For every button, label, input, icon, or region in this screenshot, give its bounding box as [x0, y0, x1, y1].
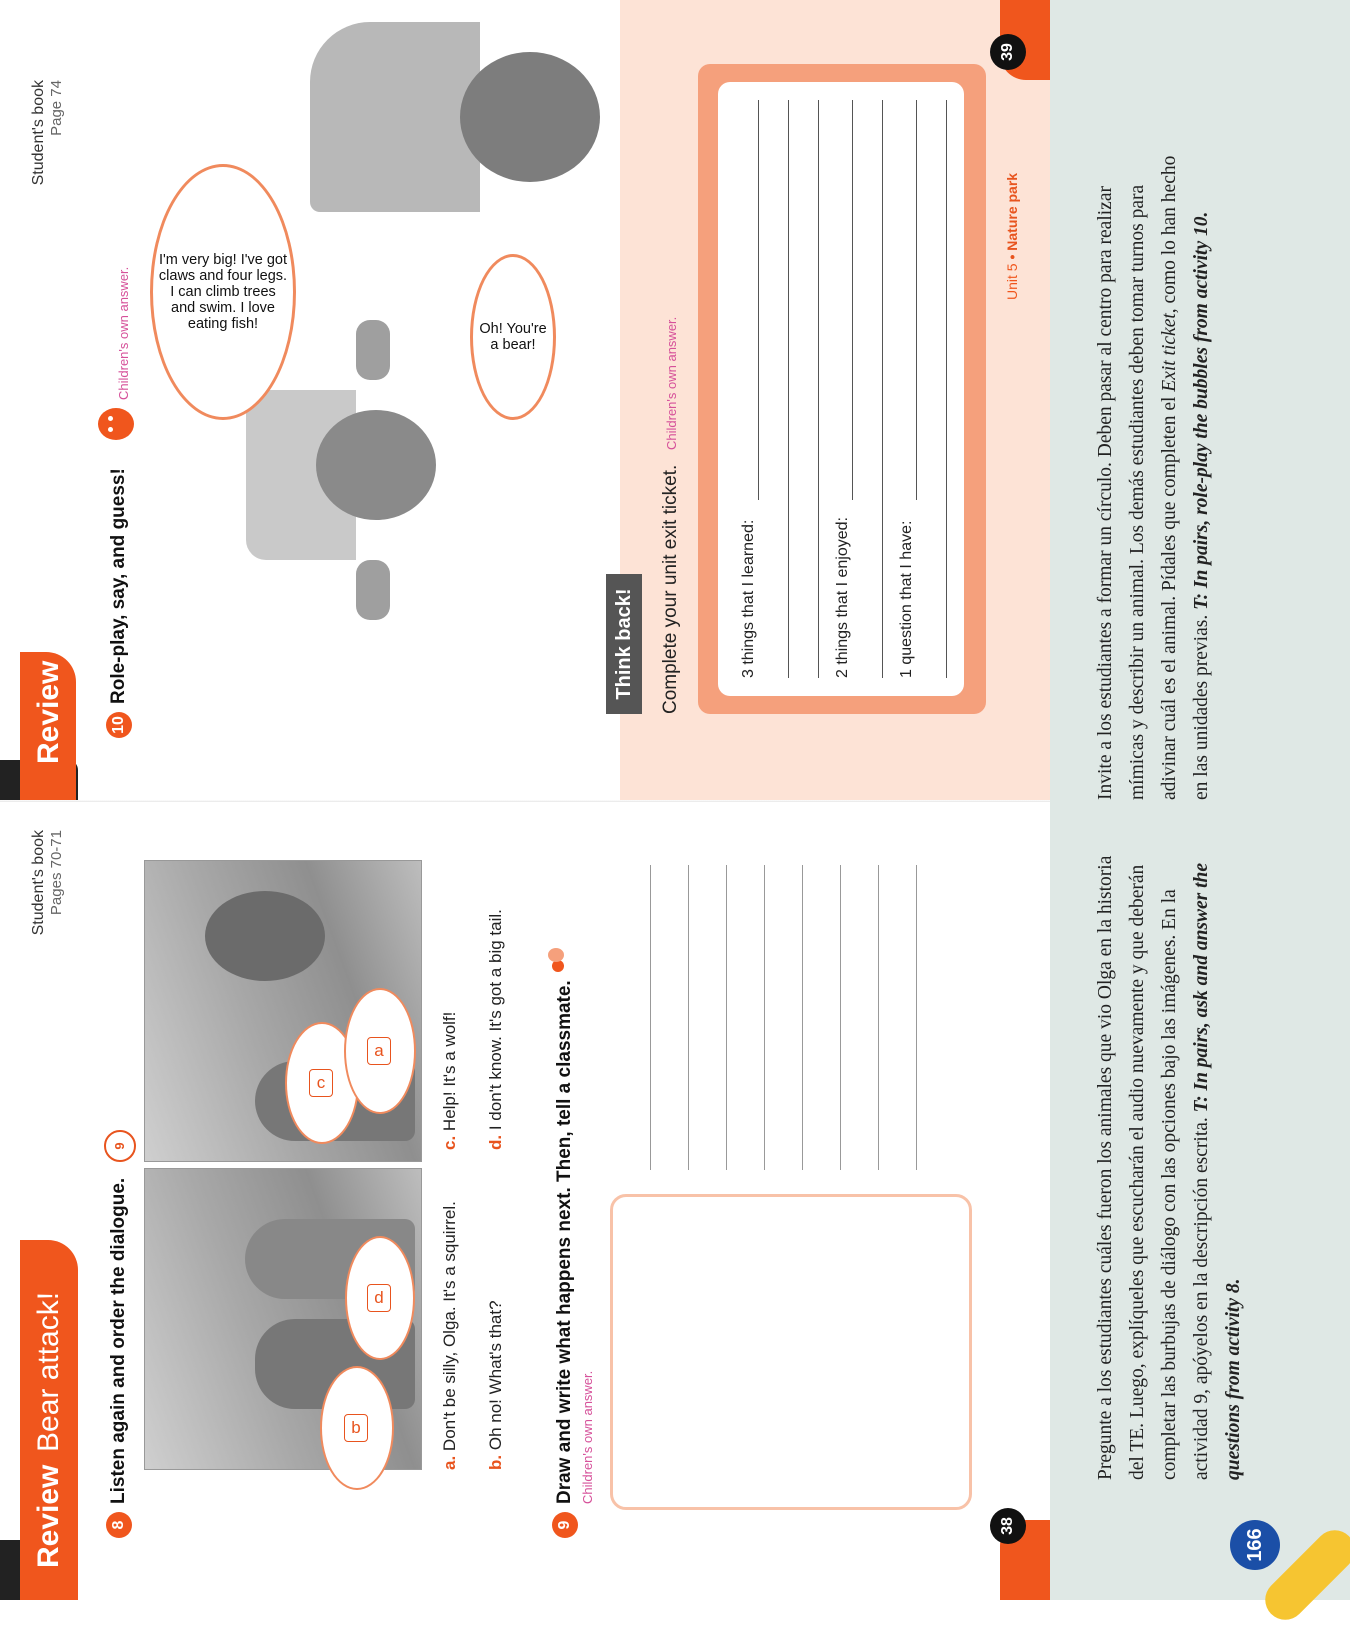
review-word: Review — [32, 660, 65, 764]
speech-bubble-boy — [150, 164, 296, 420]
girl-head — [460, 52, 600, 182]
activity-10-answer-note: Children's own answer. — [116, 266, 131, 400]
teacher-note-left — [1090, 840, 1250, 1480]
answer-box[interactable]: c — [309, 1069, 333, 1097]
ticket-line[interactable] — [758, 100, 759, 500]
activity-10-title: Role-play, say, and guess! — [108, 468, 129, 704]
option-c: c. Help! It's a wolf! — [440, 1011, 459, 1150]
exit-ticket-inner — [718, 82, 964, 696]
think-back-answer-note: Children's own answer. — [664, 316, 679, 450]
activity-8-title: Listen again and order the dialogue. — [108, 1177, 129, 1504]
squirrel-figure — [205, 891, 325, 981]
exit-ticket — [698, 64, 986, 714]
option-b: b. Oh no! What's that? — [486, 1300, 505, 1470]
student-book-pages: Pages 70-71 — [48, 830, 65, 916]
student-book-ref — [30, 830, 65, 1030]
page-number-38: 38 — [990, 1508, 1026, 1544]
drawing-area[interactable] — [610, 1194, 972, 1510]
teacher-note-left-text: Pregunte a los estudiantes cuáles fueron los animales que vio Olga en la historia del TE. Luego, explíqueles que escucharán el audio nuevamente y que deberán completar las burbujas de diálogo con las opciones bajo las imágenes. En la actividad 9, apóyelos en la descripción escrita. — [1095, 855, 1212, 1480]
left-page — [0, 800, 1050, 1600]
footer-unit: Unit 5 — [1004, 263, 1020, 300]
speech-bubble-girl — [470, 254, 556, 420]
writing-lines[interactable] — [650, 865, 930, 1170]
footer-unit-name: Nature park — [1004, 172, 1020, 251]
footer-bullet: • — [1004, 254, 1020, 260]
ticket-line[interactable] — [946, 100, 947, 678]
teacher-note-right-instruction: T: In pairs, role-play the bubbles from activity 10. — [1191, 211, 1212, 610]
option-a: a. Don't be silly, Olga. It's a squirrel. — [440, 1201, 459, 1470]
student-book-label: Student's book — [30, 830, 47, 936]
right-page — [0, 0, 1050, 800]
answer-box[interactable]: a — [367, 1037, 391, 1065]
girl-photo — [310, 22, 610, 212]
ticket-line[interactable] — [788, 100, 789, 678]
activity-9-answer-note: Children's own answer. — [580, 1370, 595, 1504]
review-word: Review — [32, 1464, 65, 1568]
teacher-note-right-text-a: Invite a los estudiantes a formar un círculo. Deben pasar al centro para realizar mímicas y describir un animal. Los demás estudiantes deben tomar turnos para adivinar cuál es el animal. Pídales que completen el — [1095, 184, 1180, 800]
answer-box[interactable]: b — [344, 1414, 368, 1442]
teacher-note-right-text-b: , como lo han hecho en las unidades previas. — [1159, 155, 1212, 800]
activity-9-title: Draw and write what happens next. Then, tell a classmate. — [554, 980, 575, 1504]
activity-9-number: 9 — [552, 1512, 578, 1538]
audio-track-icon[interactable] — [104, 1130, 136, 1162]
teacher-notes-panel — [1050, 0, 1350, 1600]
girl-torso — [310, 22, 480, 212]
boy-head — [316, 410, 436, 520]
ticket-item-question: 1 question that I have: — [898, 520, 915, 678]
teacher-note-left-instruction: T: In pairs, ask and answer the questions from activity 8. — [1191, 862, 1244, 1480]
boy-hand — [356, 320, 390, 380]
ticket-item-learned: 3 things that I learned: — [740, 519, 757, 678]
student-book-label: Student's book — [30, 80, 47, 186]
think-back-label: Think back! — [606, 574, 642, 714]
dialogue-bubble[interactable] — [320, 1366, 394, 1490]
dialogue-bubble[interactable] — [344, 988, 416, 1114]
ticket-line[interactable] — [852, 100, 853, 500]
teacher-note-right-italic: Exit ticket — [1159, 313, 1180, 392]
role-play-icon — [98, 408, 134, 440]
speech-boy-text: I'm very big! I've got claws and four legs. I can climb trees and swim. I love eating fish! — [158, 252, 288, 332]
ticket-line[interactable] — [882, 100, 883, 678]
speech-girl-text: Oh! You're a bear! — [479, 321, 547, 353]
unit-footer — [1004, 173, 1020, 300]
ticket-item-enjoyed: 2 things that I enjoyed: — [834, 517, 851, 678]
student-book-pages: Page 74 — [48, 80, 65, 136]
right-header-banner — [20, 652, 76, 800]
audio-track-number: 9 — [112, 1142, 127, 1150]
page-number-39: 39 — [990, 34, 1026, 70]
boy-hand — [356, 560, 390, 620]
activity-8-number: 8 — [106, 1512, 132, 1538]
teacher-page-number: 166 — [1230, 1520, 1280, 1570]
activity-10-number: 10 — [106, 712, 132, 738]
answer-box[interactable]: d — [367, 1284, 391, 1312]
ticket-line[interactable] — [818, 100, 819, 678]
teacher-note-right — [1090, 150, 1218, 800]
dialogue-bubble[interactable] — [345, 1236, 415, 1360]
option-d: d. I don't know. It's got a big tail. — [486, 909, 505, 1150]
pair-work-icon — [548, 948, 572, 972]
left-header-banner — [20, 1240, 78, 1600]
student-book-ref — [30, 80, 65, 280]
ticket-line[interactable] — [916, 100, 917, 500]
think-back-instruction: Complete your unit exit ticket. — [660, 464, 681, 714]
lesson-title: Bear attack! — [32, 1291, 65, 1452]
